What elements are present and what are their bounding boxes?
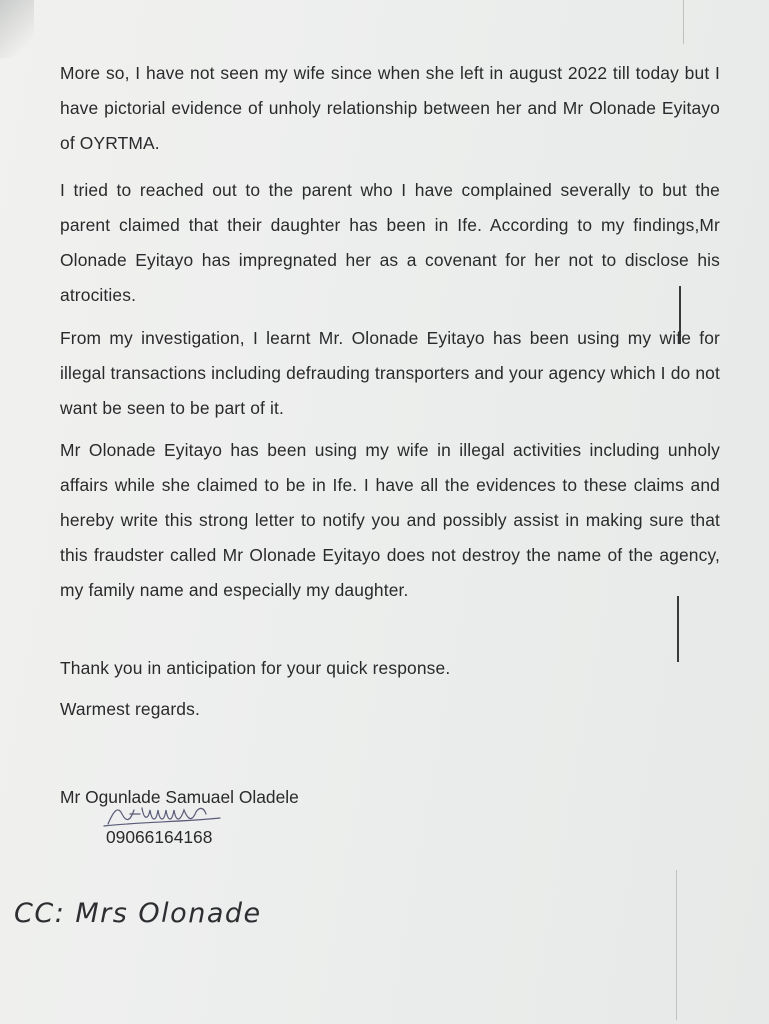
closing-regards: Warmest regards. xyxy=(60,699,200,719)
page-corner-shadow xyxy=(0,0,34,58)
paragraph-parent-contact: I tried to reached out to the parent who I have complained severally to but the parent claimed that their daughter has been in Ife. According to my findings,Mr Olonade Eyitayo has impregnated her as a covenant for her not to disclose his atrocities. xyxy=(60,180,720,305)
fold-crease-bottom xyxy=(676,870,677,1020)
closing-thanks: Thank you in anticipation for your quick response. xyxy=(60,658,451,678)
svg-text:CC: Mrs Olonade: CC: Mrs Olonade xyxy=(14,898,262,929)
paragraph-investigation: From my investigation, I learnt Mr. Olonade Eyitayo has been using my wife for illegal transactions including defrauding transporters and your agency which I do not want be seen to be part of it. xyxy=(60,328,720,418)
signatory-name: Mr Ogunlade Samuael Oladele xyxy=(60,787,299,807)
paragraph-wife-absence: More so, I have not seen my wife since when she left in august 2022 till today but I have pictorial evidence of unholy relationship between her and Mr Olonade Eyitayo of OYRTMA. xyxy=(60,63,720,153)
fold-crease-top xyxy=(683,0,684,44)
paragraph-illegal-activities: Mr Olonade Eyitayo has been using my wife in illegal activities including unholy affairs while she claimed to be in Ife. I have all the evidences to these claims and hereby write this strong letter to notify you and possibly assist in making sure that this fraudster called Mr Olonade Eyitayo does not destroy the name of the agency, my family name and especially my daughter. xyxy=(60,440,720,600)
handwritten-cc-note xyxy=(12,886,312,936)
signatory-phone: 09066164168 xyxy=(106,827,213,847)
